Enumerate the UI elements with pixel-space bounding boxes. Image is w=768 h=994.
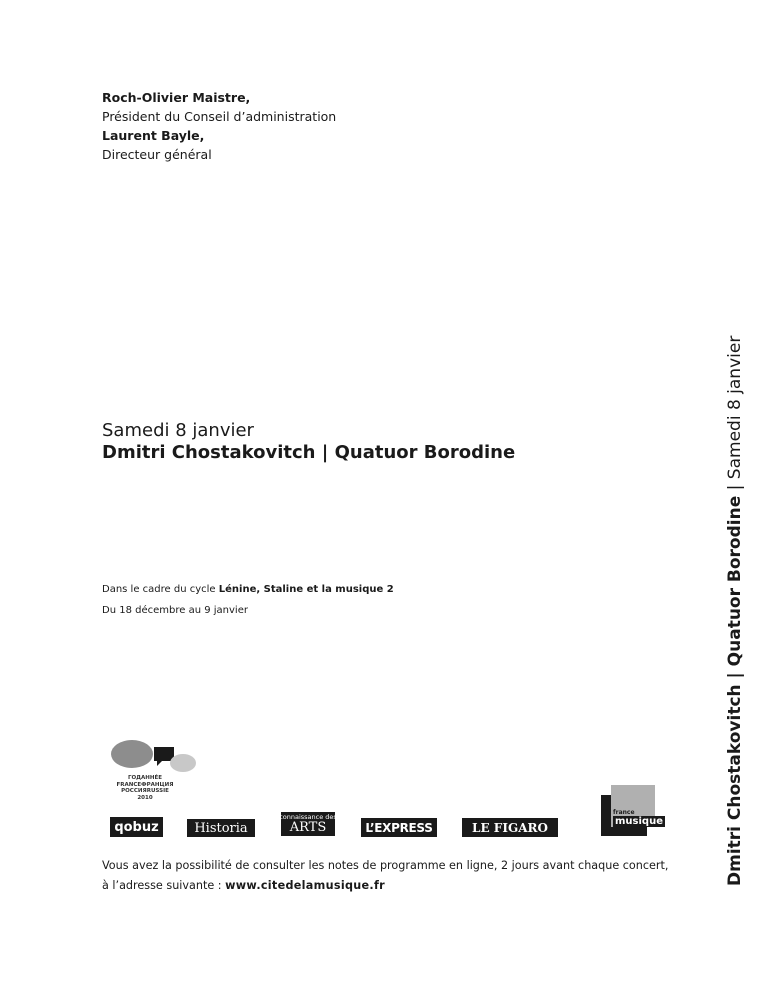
annee-logo-text: [110, 775, 180, 801]
cloud-bubble-icon: [170, 754, 196, 772]
france-musique-logo: [601, 785, 663, 836]
connaissance-des-arts-logo: [281, 812, 335, 836]
france-musique-big: musique: [615, 816, 663, 827]
cycle-dates: Du 18 décembre au 9 janvier: [102, 605, 248, 616]
cycle-info: [102, 583, 394, 597]
event-date: Samedi 8 janvier: [102, 420, 254, 441]
cycle-prefix: Dans le cadre du cycle: [102, 584, 219, 595]
president-role: Président du Conseil d’administration: [102, 109, 337, 124]
notes-line2: [102, 876, 668, 896]
notes-line2-prefix: à l’adresse suivante :: [102, 879, 226, 892]
historia-logo: Historia: [187, 819, 255, 837]
arts-small-text: connaissance des: [279, 813, 337, 821]
director-name: Laurent Bayle,: [102, 128, 205, 143]
annee-france-russie-logo: [108, 738, 198, 802]
qobuz-logo: qobuz: [110, 817, 163, 837]
website-url: www.citedelamusique.fr: [225, 879, 385, 892]
cycle-name: Lénine, Staline et la musique 2: [218, 584, 394, 595]
annee-line1: ГОДАННÉE: [127, 775, 163, 781]
director-role: Directeur général: [102, 147, 212, 162]
speech-bubble-icon: [111, 740, 153, 768]
vertical-date: Samedi 8 janvier: [725, 335, 745, 480]
event-title: Dmitri Chostakovitch | Quatuor Borodine: [102, 442, 516, 463]
vertical-side-title: [724, 335, 746, 886]
le-figaro-logo: LE FIGARO: [462, 818, 558, 837]
annee-line2: FRANCEФРАНЦИЯ: [116, 781, 174, 788]
event-heading: [102, 420, 515, 464]
vertical-title: Dmitri Chostakovitch | Quatuor Borodine: [725, 495, 745, 886]
annee-line3: РОССИЯRUSSIE: [121, 788, 169, 794]
vertical-separator: |: [725, 479, 745, 496]
online-notes-info: [102, 856, 668, 896]
credits-block: [102, 88, 336, 164]
notes-line1: Vous avez la possibilité de consulter les notes de programme en ligne, 2 jours avant chaque concert,: [102, 859, 669, 872]
annee-year: 2010: [137, 794, 153, 801]
france-musique-small: france: [613, 809, 635, 816]
lexpress-logo: L’EXPRESS: [361, 818, 437, 837]
president-name: Roch-Olivier Maistre,: [102, 90, 251, 105]
arts-big-text: ARTS: [289, 820, 327, 835]
